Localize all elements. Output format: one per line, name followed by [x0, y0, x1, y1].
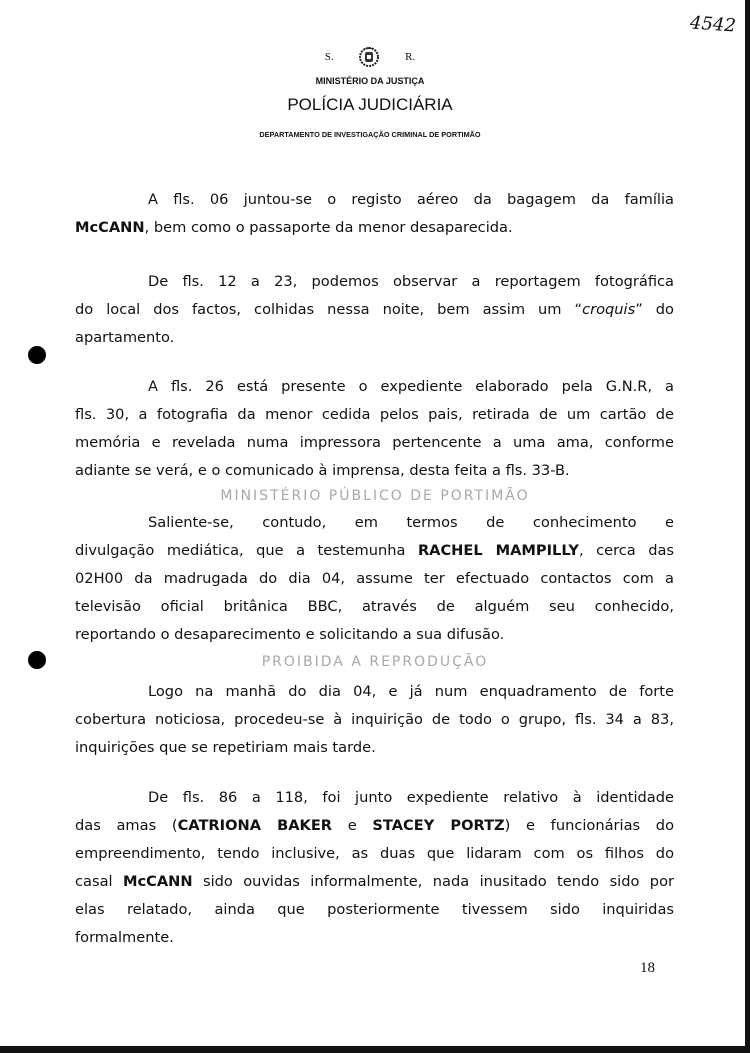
text-segment: cobertura noticiosa, procedeu-se à inquirição de todo o grupo, fls. 34 a 83,	[75, 711, 674, 728]
text-segment: De fls. 12 a 23, podemos observar a reportagem fotográfica	[148, 273, 674, 290]
text-segment: divulgação mediática, que a testemunha	[75, 542, 418, 559]
paragraph-line	[75, 597, 674, 617]
paragraph-line	[75, 300, 674, 320]
watermark-line-1: MINISTÉRIO PÚBLICO DE PORTIMÃO	[220, 488, 530, 504]
text-segment: A fls. 26 está presente o expediente elaborado pela G.N.R, a	[148, 378, 674, 395]
text-segment: apartamento.	[75, 329, 175, 346]
crest-line	[160, 44, 580, 70]
ministry-name: MINISTÉRIO DA JUSTIÇA	[315, 76, 425, 86]
text-segment: Logo na manhã do dia 04, e já num enquadramento de forte	[148, 683, 674, 700]
paragraph-line	[75, 405, 674, 425]
text-segment: memória e revelada numa impressora pertencente a uma ama, conforme	[75, 434, 674, 451]
bold-name: RACHEL MAMPILLY	[417, 542, 579, 559]
text-segment: ) e funcionárias do	[504, 817, 674, 834]
paragraph-line	[75, 816, 674, 836]
coat-of-arms-icon	[358, 46, 380, 68]
bold-name: McCANN	[75, 219, 145, 236]
paragraph-line	[75, 900, 674, 920]
text-segment: formalmente.	[75, 929, 174, 946]
handwritten-page-number: 4542	[689, 12, 737, 37]
text-segment: inquirições que se repetiriam mais tarde.	[75, 739, 376, 756]
paragraph-line	[75, 328, 174, 348]
text-segment: das amas (	[75, 817, 178, 834]
crest-s: S.	[324, 51, 334, 64]
text-segment: elas relatado, ainda que posteriormente tivessem sido inquiridas	[75, 901, 674, 918]
bold-name: CATRIONA BAKER	[177, 817, 333, 834]
text-segment: empreendimento, tendo inclusive, as duas que lidaram com os filhos do	[75, 845, 674, 862]
text-segment: sido ouvidas informalmente, nada inusitado tendo sido por	[192, 873, 674, 890]
scan-border-right	[745, 0, 750, 1053]
text-segment: e	[332, 817, 373, 834]
paragraph-line	[148, 788, 674, 808]
paragraph-line	[75, 710, 674, 730]
paragraph-line	[148, 682, 674, 702]
scan-border-bottom	[0, 1046, 750, 1053]
text-segment: adiante se verá, e o comunicado à imprensa, desta feita a fls. 33-B.	[75, 462, 570, 479]
text-segment: 02H00 da madrugada do dia 04, assume ter efectuado contactos com a	[75, 570, 674, 587]
watermark-line-2: PROIBIDA A REPRODUÇÃO	[261, 654, 489, 670]
crest-r: R.	[405, 51, 416, 64]
paragraph-line	[75, 625, 504, 645]
text-segment: televisão oficial britânica BBC, através de alguém seu conhecido,	[75, 598, 674, 615]
text-segment: casal	[75, 873, 123, 890]
punch-hole	[28, 651, 46, 669]
agency-name: POLÍCIA JUDICIÁRIA	[287, 95, 453, 114]
paragraph-line	[75, 541, 674, 561]
paragraph-line	[148, 272, 674, 292]
paragraph-line	[75, 738, 376, 758]
paragraph-line	[75, 569, 674, 589]
paragraph-line	[75, 928, 174, 948]
page-number: 18	[640, 960, 655, 976]
paragraph-line	[148, 190, 674, 210]
paragraph-line	[75, 844, 674, 864]
department-name: DEPARTAMENTO DE INVESTIGAÇÃO CRIMINAL DE PORTIMÃO	[259, 130, 481, 139]
paragraph-line	[148, 513, 674, 533]
text-segment: do local dos factos, colhidas nessa noite, bem assim um “	[75, 301, 583, 318]
text-segment: reportando o desaparecimento e solicitando a sua difusão.	[75, 626, 505, 643]
text-segment: De fls. 86 a 118, foi junto expediente relativo à identidade	[148, 789, 674, 806]
text-segment: ” do	[635, 301, 674, 318]
text-segment: fls. 30, a fotografia da menor cedida pelos pais, retirada de um cartão de	[75, 406, 674, 423]
paragraph-line	[75, 872, 674, 892]
text-segment: , bem como o passaporte da menor desaparecida.	[144, 219, 513, 236]
paragraph-line	[75, 218, 513, 238]
text-segment: A fls. 06 juntou-se o registo aéreo da bagagem da família	[148, 191, 674, 208]
paragraph-line	[75, 461, 570, 481]
text-segment: , cerca das	[578, 542, 675, 559]
bold-name: STACEY PORTZ	[372, 817, 505, 834]
paragraph-line	[148, 377, 674, 397]
punch-hole	[28, 346, 46, 364]
bold-name: McCANN	[122, 873, 193, 890]
paragraph-line	[75, 433, 674, 453]
text-segment: Saliente-se, contudo, em termos de conhecimento e	[148, 514, 674, 531]
italic-term: croquis	[582, 301, 636, 318]
